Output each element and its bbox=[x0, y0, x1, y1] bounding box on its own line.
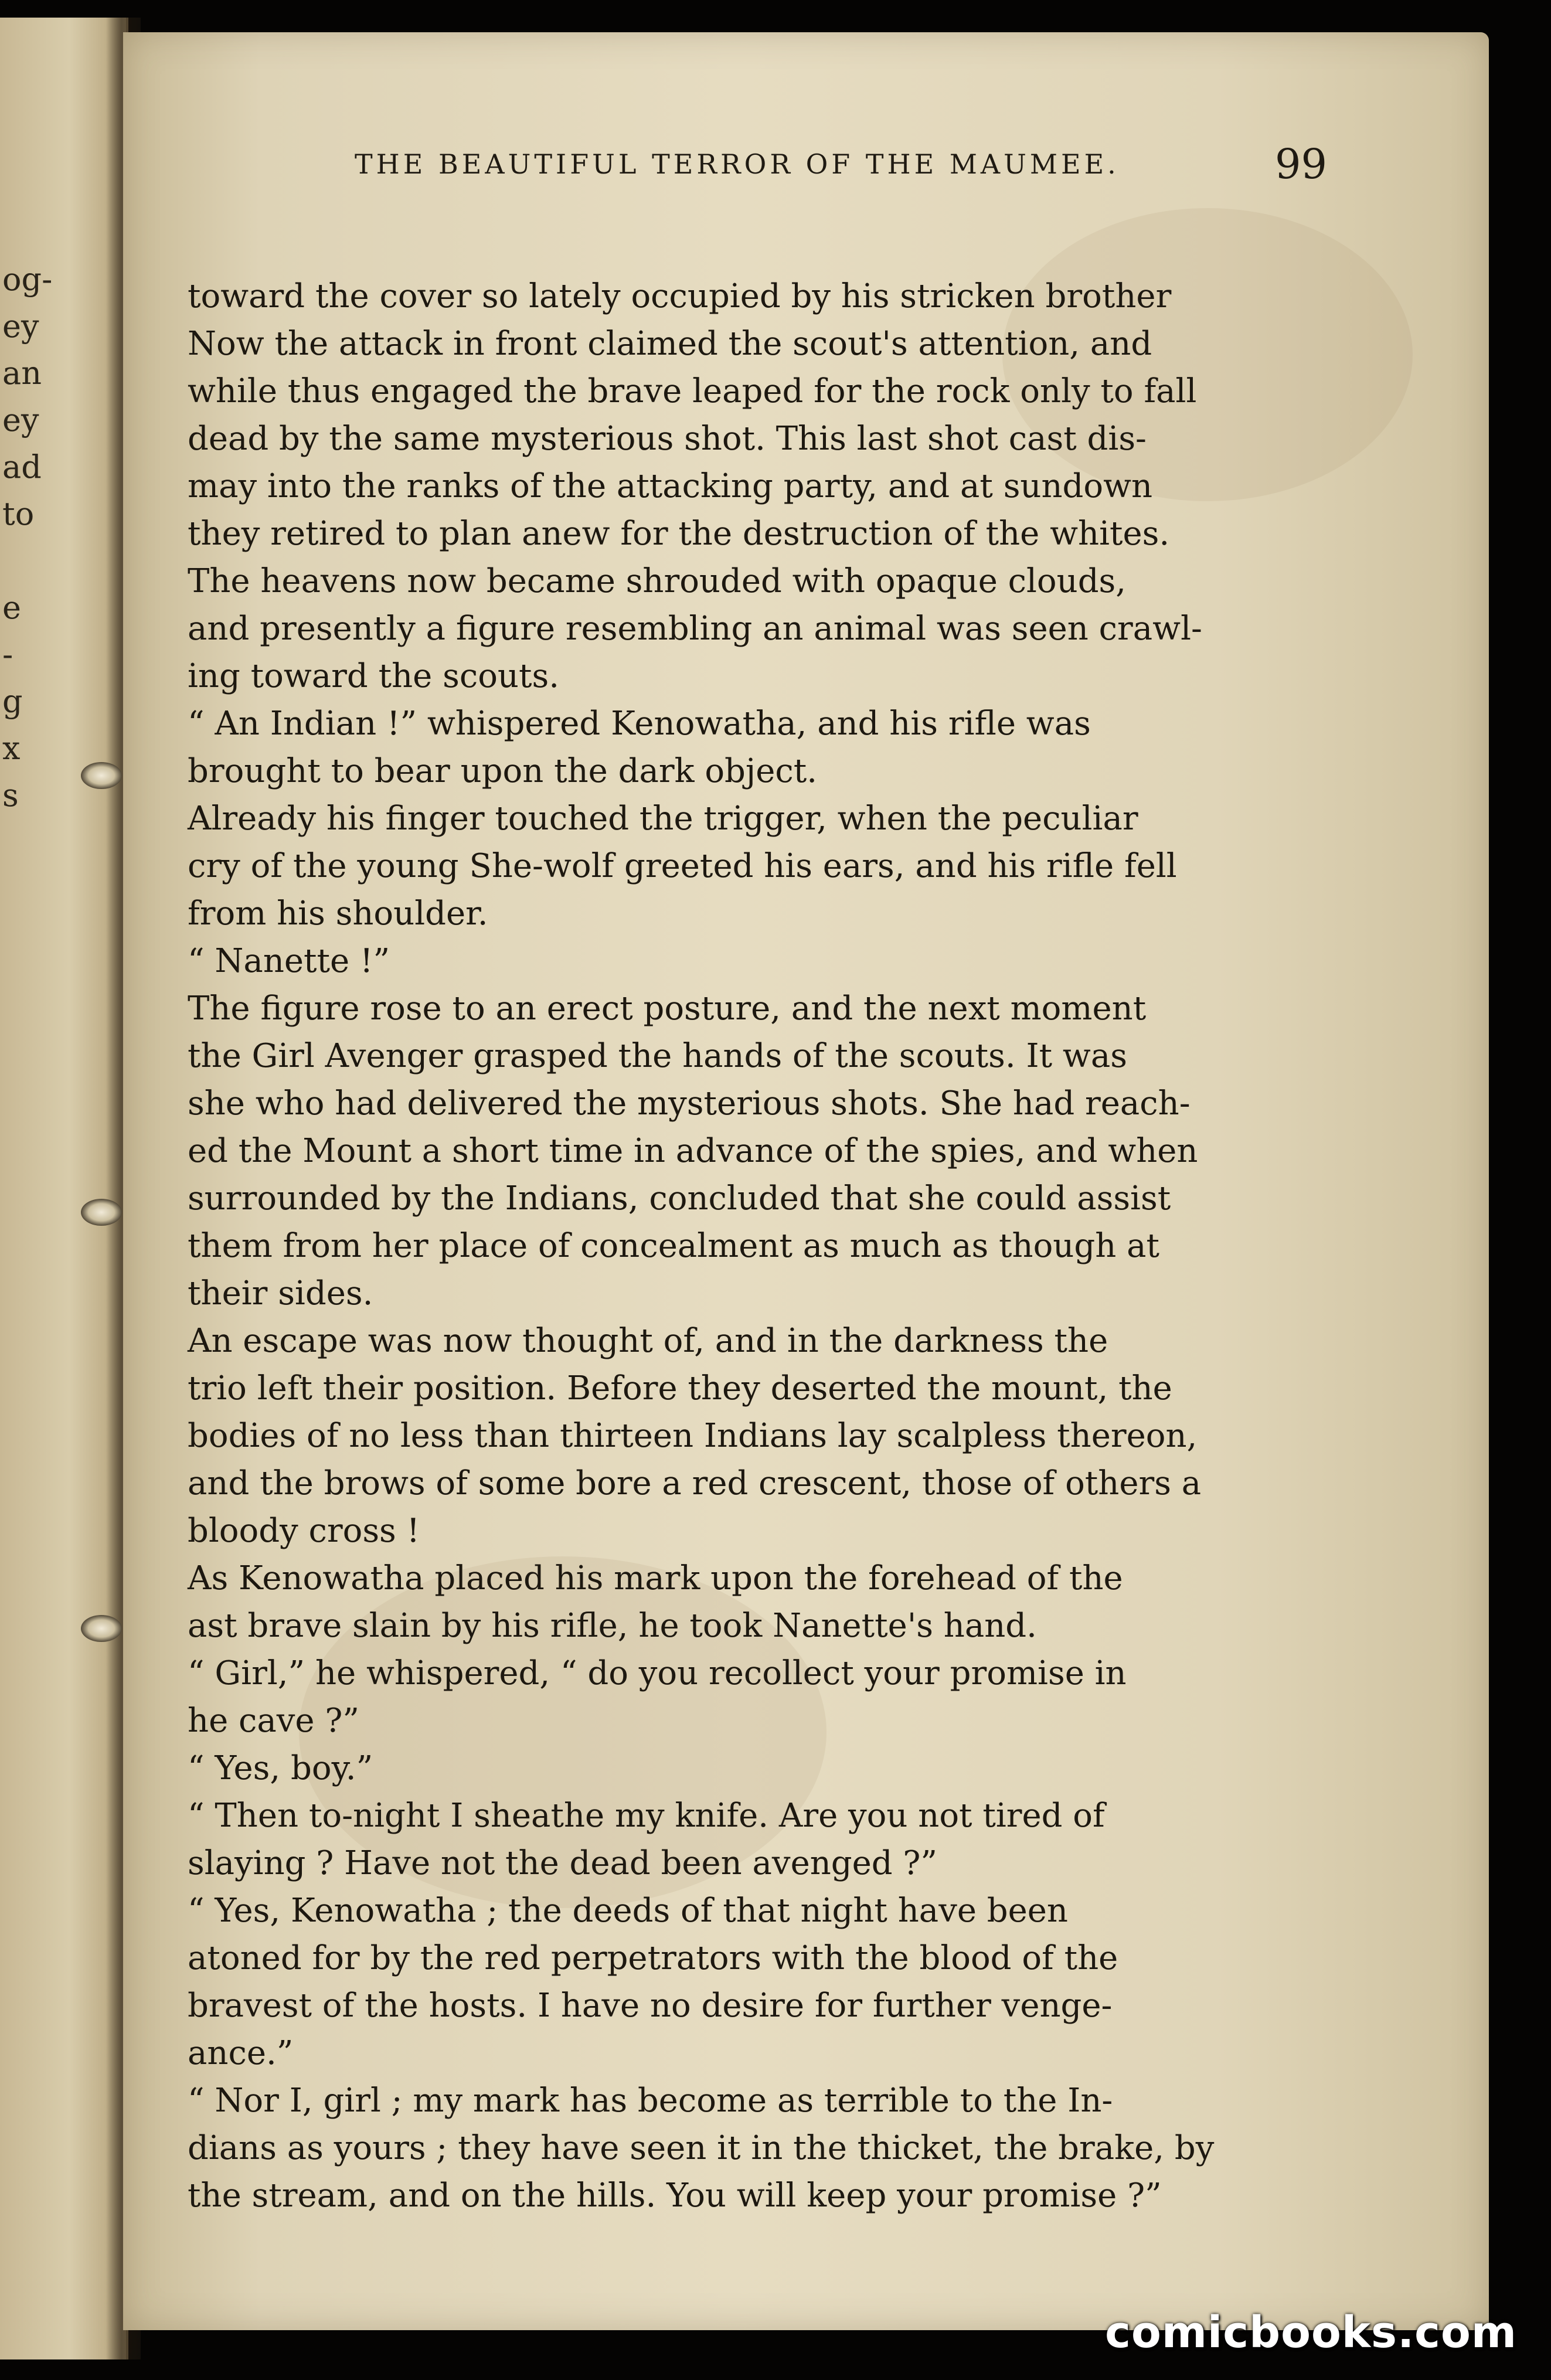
left-page-fragment: s bbox=[2, 777, 19, 814]
left-page-fragment: og- bbox=[2, 261, 53, 298]
binding-stitch bbox=[81, 1199, 122, 1226]
text-line bbox=[188, 1365, 1325, 1412]
left-page-fragment: - bbox=[2, 636, 13, 673]
text-line bbox=[188, 463, 1325, 510]
text-line bbox=[188, 1887, 1325, 1934]
text-line bbox=[188, 320, 1325, 368]
binding-stitch bbox=[81, 1615, 122, 1642]
text-line-content: atoned for by the red perpetrators with the blood of the bbox=[188, 1939, 1118, 1977]
text-line bbox=[188, 700, 1325, 747]
text-line-content: “ Yes, Kenowatha ; the deeds of that night have been bbox=[188, 1892, 1068, 1930]
text-line-content: bloody cross ! bbox=[188, 1512, 420, 1550]
text-line bbox=[188, 605, 1325, 652]
text-line bbox=[188, 937, 1325, 985]
text-line bbox=[188, 1840, 1325, 1887]
left-page-fragment: g bbox=[2, 683, 23, 720]
text-line-content: them from her place of concealment as much as though at bbox=[188, 1227, 1159, 1265]
text-line-content: cry of the young She-wolf greeted his ears, and his rifle fell bbox=[188, 847, 1177, 885]
text-line-content: surrounded by the Indians, concluded that she could assist bbox=[188, 1179, 1171, 1218]
binding-stitch bbox=[81, 762, 122, 789]
text-line-content: from his shoulder. bbox=[188, 895, 488, 933]
text-line-content: they retired to plan anew for the destruction of the whites. bbox=[188, 515, 1170, 553]
text-line-content: dead by the same mysterious shot. This last shot cast dis- bbox=[188, 420, 1147, 458]
text-line bbox=[188, 1460, 1325, 1507]
text-line bbox=[188, 1507, 1325, 1555]
text-line bbox=[188, 1697, 1325, 1745]
text-line bbox=[188, 1602, 1325, 1650]
text-line bbox=[188, 747, 1325, 795]
text-line-content: he cave ?” bbox=[188, 1702, 359, 1740]
text-line bbox=[188, 415, 1325, 463]
text-line-content: “ Girl,” he whispered, “ do you recollect your promise in bbox=[188, 1654, 1127, 1692]
text-line-content: she who had delivered the mysterious shots. She had reach- bbox=[188, 1084, 1191, 1123]
text-line bbox=[188, 1934, 1325, 1982]
text-line-content: and presently a figure resembling an animal was seen crawl- bbox=[188, 610, 1202, 648]
book-page bbox=[123, 32, 1489, 2330]
text-line bbox=[188, 557, 1325, 605]
text-line bbox=[188, 1127, 1325, 1175]
text-line-content: “ Nanette !” bbox=[188, 942, 390, 980]
page-header bbox=[123, 140, 1489, 195]
text-line bbox=[188, 985, 1325, 1032]
text-line bbox=[188, 1982, 1325, 2029]
left-page-fragment: to bbox=[2, 495, 35, 532]
text-line-content: “ Nor I, girl ; my mark has become as terrible to the In- bbox=[188, 2082, 1113, 2120]
text-line-content: Now the attack in front claimed the scout's attention, and bbox=[188, 325, 1152, 363]
text-line bbox=[188, 1412, 1325, 1460]
text-line bbox=[188, 1555, 1325, 1602]
text-line-content: may into the ranks of the attacking party, and at sundown bbox=[188, 467, 1153, 505]
left-page-fragment: ey bbox=[2, 402, 39, 438]
text-line bbox=[188, 1792, 1325, 1840]
text-line-content: while thus engaged the brave leaped for the rock only to fall bbox=[188, 372, 1197, 410]
text-line-content: dians as yours ; they have seen it in the thicket, the brake, by bbox=[188, 2129, 1215, 2167]
text-line bbox=[188, 368, 1325, 415]
text-line-content: their sides. bbox=[188, 1274, 373, 1313]
text-line-content: trio left their position. Before they deserted the mount, the bbox=[188, 1369, 1172, 1407]
text-line bbox=[188, 2029, 1325, 2077]
left-page-fragment: ey bbox=[2, 308, 39, 345]
text-line-content: ed the Mount a short time in advance of the spies, and when bbox=[188, 1132, 1198, 1170]
text-line bbox=[188, 1650, 1325, 1697]
text-line-content: As Kenowatha placed his mark upon the forehead of the bbox=[188, 1559, 1123, 1597]
text-line-content: bodies of no less than thirteen Indians lay scalpless thereon, bbox=[188, 1417, 1198, 1455]
text-line bbox=[188, 1270, 1325, 1317]
text-line-content: “ Then to-night I sheathe my knife. Are you not tired of bbox=[188, 1797, 1105, 1835]
text-line-content: the Girl Avenger grasped the hands of the scouts. It was bbox=[188, 1037, 1127, 1075]
text-line-content: the stream, and on the hills. You will keep your promise ?” bbox=[188, 2177, 1162, 2215]
text-line bbox=[188, 2124, 1325, 2172]
text-line bbox=[188, 842, 1325, 890]
text-line-content: ast brave slain by his rifle, he took Nanette's hand. bbox=[188, 1607, 1037, 1645]
running-head: THE BEAUTIFUL TERROR OF THE MAUMEE. bbox=[355, 148, 1120, 180]
left-page-fragment: ad bbox=[2, 448, 42, 485]
text-line-content: ance.” bbox=[188, 2034, 294, 2072]
body-text bbox=[188, 273, 1325, 2219]
text-line-content: “ Yes, boy.” bbox=[188, 1749, 373, 1787]
watermark: comicbooks.com bbox=[1105, 2307, 1517, 2358]
left-page-fragment: e bbox=[2, 589, 21, 626]
text-line-content: brought to bear upon the dark object. bbox=[188, 752, 818, 790]
text-line bbox=[188, 1175, 1325, 1222]
text-line-content: ing toward the scouts. bbox=[188, 657, 560, 695]
text-line bbox=[188, 890, 1325, 937]
text-line bbox=[188, 510, 1325, 557]
text-line-content: toward the cover so lately occupied by his stricken brother bbox=[188, 277, 1172, 315]
left-page-fragment: x bbox=[2, 730, 21, 767]
text-line-content: bravest of the hosts. I have no desire for further venge- bbox=[188, 1987, 1113, 2025]
page-number: 99 bbox=[1275, 140, 1328, 188]
text-line bbox=[188, 1032, 1325, 1080]
text-line-content: and the brows of some bore a red crescent, those of others a bbox=[188, 1464, 1202, 1502]
text-line bbox=[188, 1080, 1325, 1127]
text-line-content: slaying ? Have not the dead been avenged ?” bbox=[188, 1844, 938, 1882]
text-line bbox=[188, 1222, 1325, 1270]
text-line bbox=[188, 795, 1325, 842]
left-page-fragment: an bbox=[2, 355, 42, 392]
text-line-content: An escape was now thought of, and in the darkness the bbox=[188, 1322, 1108, 1360]
text-line-content: The figure rose to an erect posture, and the next moment bbox=[188, 990, 1147, 1028]
text-line bbox=[188, 2077, 1325, 2124]
text-line bbox=[188, 2172, 1325, 2219]
text-line-content: “ An Indian !” whispered Kenowatha, and his rifle was bbox=[188, 705, 1091, 743]
text-line bbox=[188, 1317, 1325, 1365]
text-line bbox=[188, 652, 1325, 700]
text-line bbox=[188, 1745, 1325, 1792]
text-line bbox=[188, 273, 1325, 320]
text-line-content: Already his finger touched the trigger, when the peculiar bbox=[188, 800, 1138, 838]
text-line-content: The heavens now became shrouded with opaque clouds, bbox=[188, 562, 1127, 600]
